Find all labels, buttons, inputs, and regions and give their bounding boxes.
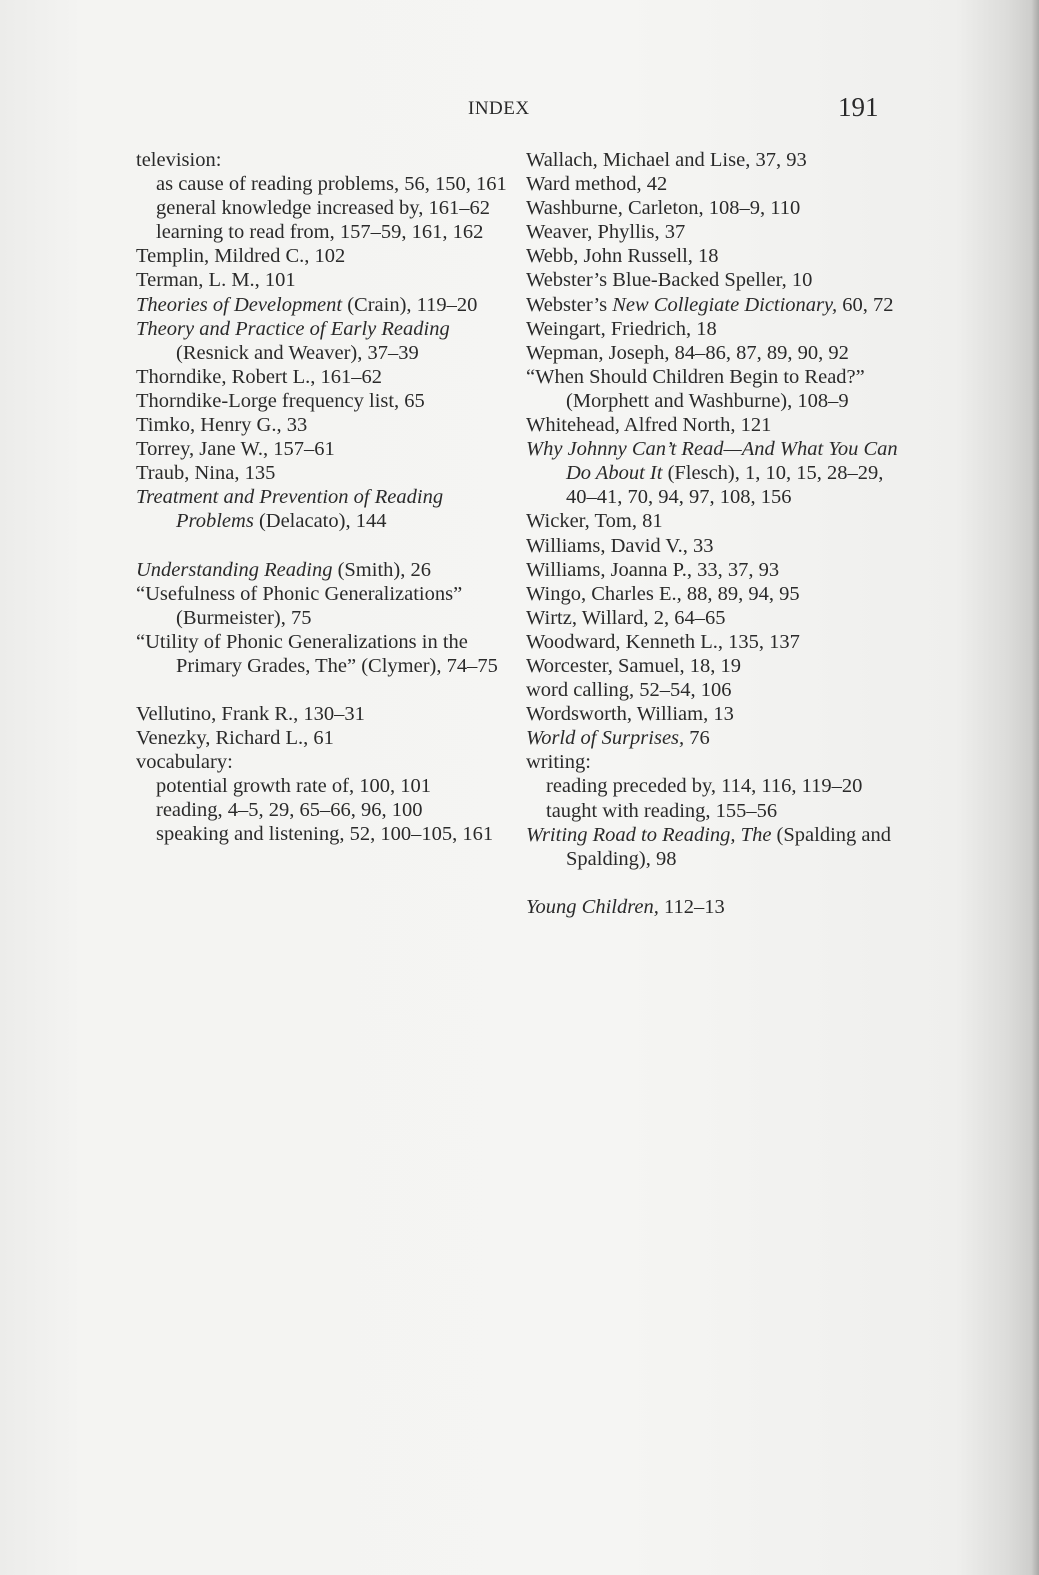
entry-text: writing: [526, 751, 591, 774]
entry-text: 60, 72 [837, 293, 894, 316]
italic-title: Theories of Development [136, 293, 343, 316]
index-column-left [136, 148, 516, 847]
index-entry [526, 895, 906, 919]
index-entry [136, 268, 516, 292]
index-entry [526, 582, 906, 606]
italic-title: New Collegiate Dictionary, [612, 293, 838, 316]
entry-text: Woodward, Kenneth L., 135, 137 [526, 630, 800, 653]
index-entry [526, 293, 906, 317]
italic-title: World of Surprises, [526, 727, 685, 750]
index-entry [526, 678, 906, 702]
entry-text: Venezky, Richard L., 61 [136, 727, 334, 750]
index-subentry [136, 172, 516, 196]
index-entry [526, 630, 906, 654]
italic-title: Why Johnny Can’t Read—And What You Can Do About It [526, 438, 898, 485]
entry-text: (Smith), 26 [332, 558, 431, 581]
page-number: 191 [838, 92, 879, 122]
entry-text: learning to read from, 157–59, 161, 162 [156, 221, 484, 244]
index-entry [526, 750, 906, 774]
entry-text: word calling, 52–54, 106 [526, 679, 732, 702]
entry-text: speaking and listening, 52, 100–105, 161 [156, 823, 494, 846]
index-entry [136, 244, 516, 268]
entry-text: taught with reading, 155–56 [546, 799, 778, 822]
index-section-gap [526, 871, 906, 895]
index-entry [526, 606, 906, 630]
entry-text: (Resnick and Weaver), 37–39 [176, 341, 419, 364]
index-entry [526, 317, 906, 341]
index-entry [526, 172, 906, 196]
index-entry [136, 293, 516, 317]
index-entry [136, 750, 516, 774]
entry-text: reading preceded by, 114, 116, 119–20 [546, 775, 863, 798]
italic-title: Young Children, [526, 895, 659, 918]
index-entry [136, 726, 516, 750]
index-column-right [526, 148, 906, 919]
index-entry [136, 461, 516, 485]
italic-title: Treatment and Prevention of Reading Problems [136, 486, 444, 533]
entry-text: Thorndike-Lorge frequency list, 65 [136, 389, 425, 412]
index-entry [526, 196, 906, 220]
index-entry [526, 148, 906, 172]
index-entry [526, 654, 906, 678]
index-entry [526, 413, 906, 437]
index-entry [526, 558, 906, 582]
entry-text: Weingart, Friedrich, 18 [526, 317, 717, 340]
index-entry [526, 726, 906, 750]
entry-text: (Spalding and Spalding), 98 [566, 823, 891, 870]
index-entry [136, 389, 516, 413]
entry-text: Wordsworth, William, 13 [526, 703, 734, 726]
index-entry [136, 702, 516, 726]
entry-text: Ward method, 42 [526, 173, 668, 196]
entry-text: Torrey, Jane W., 157–61 [136, 438, 335, 461]
entry-text: Templin, Mildred C., 102 [136, 245, 346, 268]
entry-text: television: [136, 149, 222, 171]
entry-text: “When Should Children Begin to Read?” (Morphett and Washburne), 108–9 [526, 365, 865, 412]
entry-text: general knowledge increased by, 161–62 [156, 197, 490, 220]
entry-text: Wallach, Michael and Lise, 37, 93 [526, 149, 807, 171]
index-subentry [136, 798, 516, 822]
entry-text: Whitehead, Alfred North, 121 [526, 414, 772, 437]
index-entry [526, 341, 906, 365]
entry-text: (Flesch), 1, 10, 15, 28–29, 40–41, 70, 94, 97, 108, 156 [566, 462, 884, 509]
entry-text: Webster’s Blue-Backed Speller, 10 [526, 269, 813, 292]
entry-text: Washburne, Carleton, 108–9, 110 [526, 197, 801, 220]
index-entry [526, 268, 906, 292]
index-entry [526, 220, 906, 244]
index-entry [136, 582, 516, 630]
entry-text: reading, 4–5, 29, 65–66, 96, 100 [156, 799, 423, 822]
entry-text: 112–13 [658, 895, 725, 918]
index-entry [526, 244, 906, 268]
entry-text: Timko, Henry G., 33 [136, 414, 308, 437]
index-entry [526, 702, 906, 726]
entry-text: Wingo, Charles E., 88, 89, 94, 95 [526, 582, 800, 605]
entry-text: (Delacato), 144 [253, 510, 387, 533]
index-entry [136, 317, 516, 365]
entry-text: Thorndike, Robert L., 161–62 [136, 365, 382, 388]
index-entry [136, 485, 516, 533]
index-subentry [136, 822, 516, 846]
index-subentry [136, 220, 516, 244]
index-entry [526, 437, 906, 509]
index-subentry [136, 774, 516, 798]
entry-text: potential growth rate of, 100, 101 [156, 775, 431, 798]
entry-text: vocabulary: [136, 751, 233, 774]
index-entry [526, 534, 906, 558]
entry-text: “Utility of Phonic Generalizations in the Primary Grades, The” (Clymer), 74–75 [136, 630, 498, 677]
index-entry [526, 823, 906, 871]
entry-text: Williams, David V., 33 [526, 534, 714, 557]
entry-text: Webb, John Russell, 18 [526, 245, 719, 268]
index-entry [136, 558, 516, 582]
entry-text: Terman, L. M., 101 [136, 269, 296, 292]
entry-text: Wepman, Joseph, 84–86, 87, 89, 90, 92 [526, 341, 849, 364]
index-section-gap [136, 534, 516, 558]
italic-title: Theory and Practice of Early Reading [136, 317, 450, 340]
index-section-gap [136, 678, 516, 702]
index-entry [136, 413, 516, 437]
entry-text: Williams, Joanna P., 33, 37, 93 [526, 558, 780, 581]
entry-text: Worcester, Samuel, 18, 19 [526, 654, 741, 677]
index-entry [526, 365, 906, 413]
entry-text: Wirtz, Willard, 2, 64–65 [526, 606, 726, 629]
entry-text: Vellutino, Frank R., 130–31 [136, 702, 365, 725]
entry-text: Wicker, Tom, 81 [526, 510, 663, 533]
entry-text: Traub, Nina, 135 [136, 462, 276, 485]
index-subentry [136, 196, 516, 220]
entry-text: 76 [684, 727, 710, 750]
page-edge [1031, 0, 1039, 1575]
italic-title: Writing Road to Reading, The [526, 823, 772, 846]
index-entry [136, 630, 516, 678]
index-subentry [526, 799, 906, 823]
index-entry [136, 437, 516, 461]
index-entry [136, 148, 516, 172]
index-entry [136, 365, 516, 389]
entry-text: as cause of reading problems, 56, 150, 161 [156, 173, 507, 196]
running-head: INDEX [468, 98, 530, 119]
entry-text: (Crain), 119–20 [342, 293, 478, 316]
entry-text: “Usefulness of Phonic Generalizations” (Burmeister), 75 [136, 582, 463, 629]
page-header [0, 92, 1039, 132]
index-entry [526, 509, 906, 533]
entry-text: Webster’s [526, 293, 613, 316]
index-subentry [526, 774, 906, 798]
entry-text: Weaver, Phyllis, 37 [526, 221, 686, 244]
italic-title: Understanding Reading [136, 558, 333, 581]
